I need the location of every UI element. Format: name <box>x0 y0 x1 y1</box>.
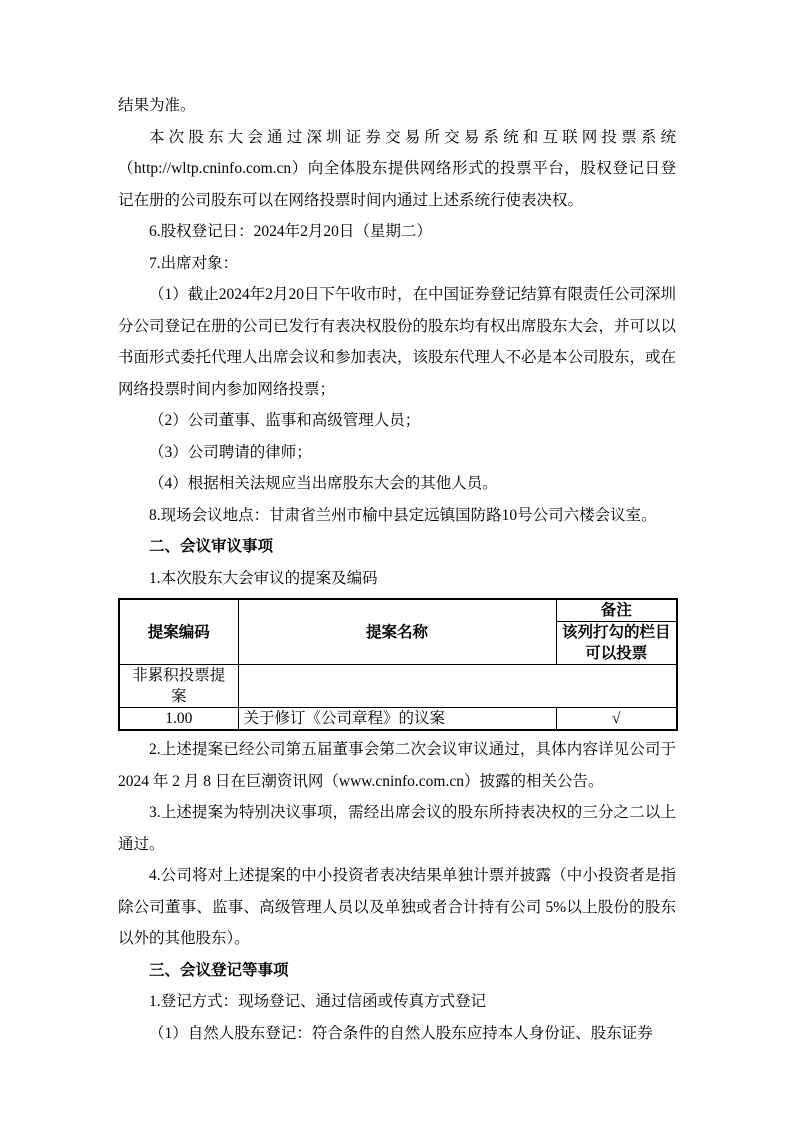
table-row-noncumulative <box>119 665 677 708</box>
paragraph-attendees-label: 7.出席对象： <box>149 254 239 272</box>
paragraph-network-voting: 本次股东大会通过深圳证券交易所交易系统和互联网投票系统（http://wltp.cninfo.com.cn）向全体股东提供网络形式的投票平台，股权登记日登记在册的公司股东可以在网络投票时间内通过上述系统行使表决权。 <box>118 128 676 209</box>
cell-proposal-checkmark: √ <box>556 708 677 731</box>
paragraph-proposal-intro: 1.本次股东大会审议的提案及编码 <box>149 569 378 587</box>
cell-proposal-name: 关于修订《公司章程》的议案 <box>238 708 556 731</box>
table-row-proposal-1 <box>119 708 677 731</box>
cell-noncumulative-label: 非累积投票提案 <box>119 665 238 708</box>
paragraph-record-date: 6.股权登记日：2024年2月20日（星期二） <box>149 223 432 240</box>
cell-noncumulative-empty <box>238 665 677 708</box>
paragraph-board-approval: 2.上述提案已经公司第五届董事会第二次会议审议通过，具体内容详见公司于 2024 年 2 月 8 日在巨潮资讯网（www.cninfo.com.cn）披露的相关公告。 <box>118 741 676 790</box>
header-cell-proposal-code: 提案编码 <box>119 599 238 665</box>
section-heading-registration: 三、会议登记等事项 <box>149 961 289 979</box>
paragraph-registration-method: 1.登记方式：现场登记、通过信函或传真方式登记 <box>149 993 487 1010</box>
paragraph-meeting-venue: 8.现场会议地点：甘肃省兰州市榆中县定远镇国防路10号公司六楼会议室。 <box>149 506 657 524</box>
section-heading-review-matters: 二、会议审议事项 <box>149 538 274 555</box>
header-cell-remark-note: 该列打勾的栏目可以投票 <box>556 622 677 665</box>
paragraph-attendee-1: （1）截止2024年2月20日下午收市时，在中国证券登记结算有限责任公司深圳分公司登记在册的公司已发行有表决权股份的股东均有权出席股东大会，并可以以书面形式委托代理人出席会议和参加表决，该股东代理人不必是本公司股东，或在网络投票时间内参加网络投票； <box>118 286 677 398</box>
paragraph-attendee-2: （2）公司董事、监事和高级管理人员； <box>149 412 421 429</box>
proposal-table <box>118 598 678 731</box>
header-cell-proposal-name: 提案名称 <box>238 599 556 665</box>
paragraph-minority-investors: 4.公司将对上述提案的中小投资者表决结果单独计票并披露（中小投资者是指除公司董事、监事、高级管理人员以及单独或者合计持有公司 5%以上股份的股东以外的其他股东）。 <box>118 867 676 947</box>
header-cell-remark: 备注 <box>556 599 677 622</box>
cell-proposal-code: 1.00 <box>119 708 238 731</box>
table-header-row-top <box>119 599 677 622</box>
paragraph-attendee-3: （3）公司聘请的律师； <box>149 443 312 461</box>
paragraph-carryover: 结果为准。 <box>118 97 196 114</box>
paragraph-natural-person-registration: （1）自然人股东登记：符合条件的自然人股东应持本人身份证、股东证券 <box>149 1024 653 1042</box>
paragraph-attendee-4: （4）根据相关法规应当出席股东大会的其他人员。 <box>149 475 498 492</box>
paragraph-special-resolution: 3.上述提案为特别决议事项，需经出席会议的股东所持表决权的三分之二以上通过。 <box>118 804 676 853</box>
